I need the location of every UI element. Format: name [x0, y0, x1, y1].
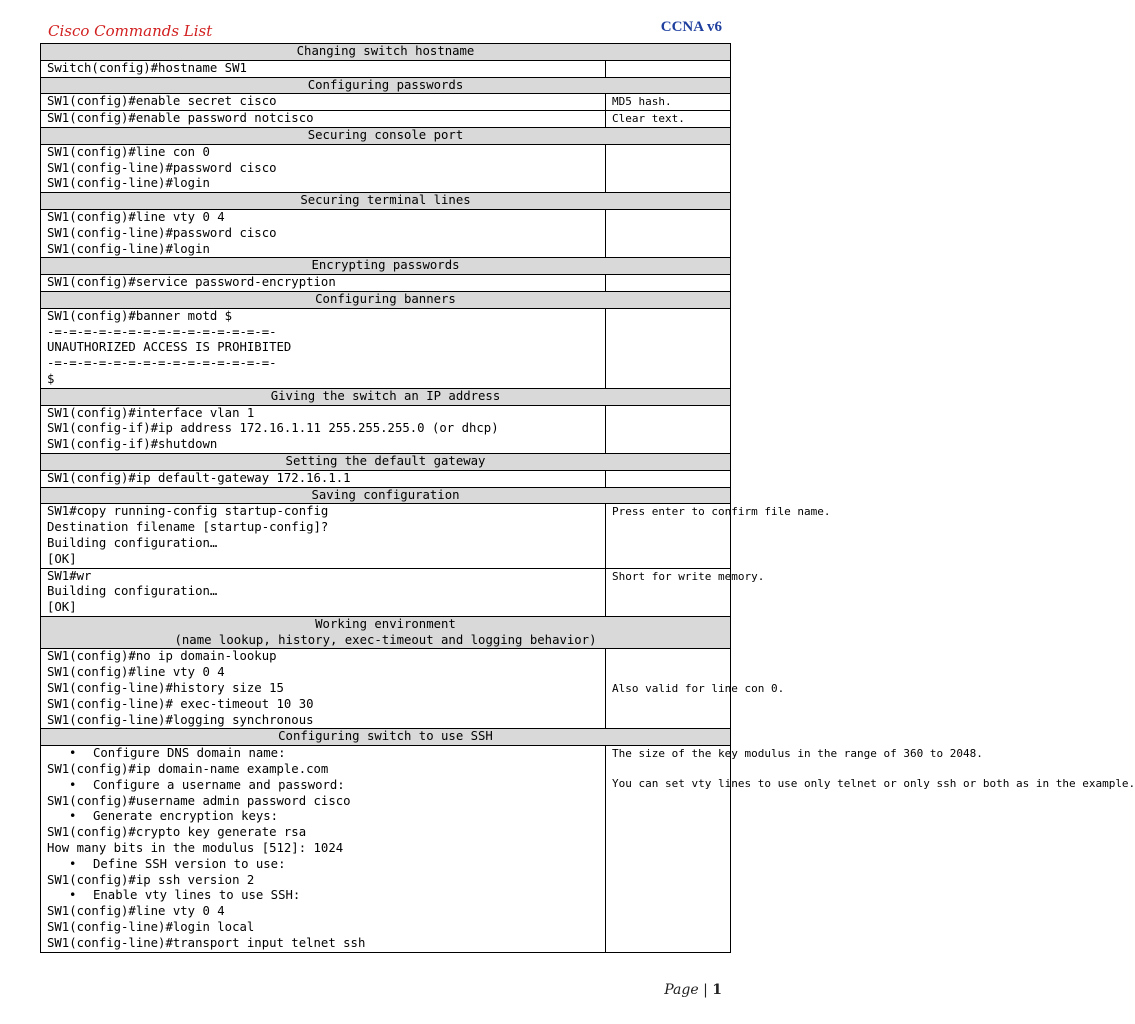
command-cell — [41, 94, 606, 111]
table-row — [41, 308, 731, 388]
command-line: SW1(config)#enable secret cisco — [47, 94, 277, 109]
table-row — [41, 504, 731, 568]
command-line: SW1(config)#line vty 0 4 — [47, 209, 225, 224]
command-line: SW1(config)#ip domain-name example.com — [47, 762, 329, 777]
section-header-saving: Saving configuration — [41, 487, 731, 504]
command-line: SW1(config-line)#transport input telnet ssh — [47, 935, 366, 950]
page-number — [664, 982, 722, 998]
command-line: SW1(config-line)#history size 15 — [47, 681, 284, 696]
command-line: SW1(config)#line vty 0 4 — [47, 904, 225, 919]
command-line: How many bits in the modulus [512]: 1024 — [47, 841, 344, 856]
command-line: SW1(config-line)#password cisco — [47, 225, 277, 240]
command-line: Switch(config)#hostname SW1 — [47, 60, 247, 75]
note-cell: Clear text. — [606, 111, 731, 128]
command-line: -=-=-=-=-=-=-=-=-=-=-=-=-=-=-=- — [47, 324, 277, 339]
table-row — [41, 144, 731, 192]
bullet-icon: • — [69, 888, 77, 903]
command-line: SW1(config-line)#login — [47, 176, 210, 191]
command-line: SW1(config-line)#logging synchronous — [47, 712, 314, 727]
command-line: UNAUTHORIZED ACCESS IS PROHIBITED — [47, 340, 292, 355]
table-row — [41, 746, 731, 952]
note-cell — [606, 746, 1135, 952]
command-line: SW1(config)#crypto key generate rsa — [47, 825, 307, 840]
command-line: SW1(config)#username admin password cisco — [47, 793, 351, 808]
command-line: Building configuration… — [47, 535, 218, 550]
table-row — [41, 405, 731, 453]
section-header-ip: Giving the switch an IP address — [41, 388, 731, 405]
command-line: Building configuration… — [47, 584, 218, 599]
command-line: Destination filename [startup-config]? — [47, 520, 329, 535]
command-line: SW1(config)#no ip domain-lookup — [47, 649, 277, 664]
command-cell — [41, 275, 606, 292]
bullet-item: • Configure a username and password: — [69, 777, 345, 792]
command-line: SW1(config-if)#ip address 172.16.1.11 255.255.255.0 (or dhcp) — [47, 421, 499, 436]
command-line: SW1(config)#service password-encryption — [47, 275, 336, 290]
ssh-note-vty: You can set vty lines to use only telnet or only ssh or both as in the example. — [612, 777, 1135, 791]
command-line: SW1(config)#banner motd $ — [47, 308, 233, 323]
table-row — [41, 470, 731, 487]
command-cell — [41, 746, 606, 952]
section-header-working — [41, 616, 731, 649]
note-cell — [606, 308, 731, 388]
bullet-icon: • — [69, 777, 77, 792]
command-line: SW1(config)#ip default-gateway 172.16.1.1 — [47, 470, 351, 485]
command-cell — [41, 568, 606, 616]
section-header-passwords: Configuring passwords — [41, 77, 731, 94]
command-line: SW1(config-line)#login — [47, 241, 210, 256]
section-header-terminal: Securing terminal lines — [41, 193, 731, 210]
table-row — [41, 111, 731, 128]
note-cell — [606, 405, 731, 453]
command-cell — [41, 470, 606, 487]
section-header-console: Securing console port — [41, 127, 731, 144]
command-line: SW1(config-line)# exec-timeout 10 30 — [47, 696, 314, 711]
page-number-value: 1 — [712, 982, 722, 998]
command-line: SW1#copy running-config startup-config — [47, 504, 329, 519]
command-line: SW1(config)#interface vlan 1 — [47, 405, 255, 420]
note-cell — [606, 275, 731, 292]
bullet-icon: • — [69, 809, 77, 824]
table-row — [41, 649, 731, 729]
command-line: -=-=-=-=-=-=-=-=-=-=-=-=-=-=-=- — [47, 356, 277, 371]
table-row — [41, 94, 731, 111]
section-header-banners: Configuring banners — [41, 291, 731, 308]
commands-table — [40, 43, 1135, 953]
note-cell: Press enter to confirm file name. — [606, 504, 731, 568]
bullet-item: • Enable vty lines to use SSH: — [69, 888, 301, 903]
command-cell — [41, 308, 606, 388]
section-header-gateway: Setting the default gateway — [41, 453, 731, 470]
command-line: SW1(config)#ip ssh version 2 — [47, 872, 255, 887]
note-cell — [606, 470, 731, 487]
command-cell — [41, 504, 606, 568]
note-cell: Short for write memory. — [606, 568, 731, 616]
command-line: SW1(config)#enable password notcisco — [47, 111, 314, 126]
note-cell — [606, 209, 731, 257]
command-line: $ — [47, 371, 55, 386]
bullet-item: • Define SSH version to use: — [69, 856, 286, 871]
bullet-icon: • — [69, 746, 77, 761]
section-subtitle: (name lookup, history, exec-timeout and logging behavior) — [174, 632, 597, 647]
command-cell — [41, 111, 606, 128]
section-header-encrypt: Encrypting passwords — [41, 258, 731, 275]
command-line: [OK] — [47, 551, 77, 566]
section-title: Working environment — [315, 616, 456, 631]
command-line: [OK] — [47, 600, 77, 615]
command-line: SW1(config)#line con 0 — [47, 144, 210, 159]
ssh-note-modulus: The size of the key modulus in the range of 360 to 2048. — [612, 747, 983, 761]
command-line: SW1(config-line)#password cisco — [47, 160, 277, 175]
table-row — [41, 209, 731, 257]
page-label: Page | — [664, 982, 708, 998]
section-header-ssh: Configuring switch to use SSH — [41, 729, 731, 746]
section-header-hostname: Changing switch hostname — [41, 44, 731, 61]
document-title: Cisco Commands List — [48, 22, 213, 40]
command-line: SW1(config-if)#shutdown — [47, 437, 218, 452]
command-cell — [41, 649, 606, 729]
command-cell — [41, 144, 606, 192]
note-cell: MD5 hash. — [606, 94, 731, 111]
command-cell — [41, 60, 606, 77]
table-row — [41, 568, 731, 616]
command-cell — [41, 405, 606, 453]
command-line: SW1#wr — [47, 568, 92, 583]
bullet-icon: • — [69, 856, 77, 871]
note-cell — [606, 60, 731, 77]
table-row — [41, 60, 731, 77]
table-row — [41, 275, 731, 292]
bullet-item: • Configure DNS domain name: — [69, 746, 286, 761]
command-cell — [41, 209, 606, 257]
bullet-item: • Generate encryption keys: — [69, 809, 279, 824]
command-line: SW1(config)#line vty 0 4 — [47, 665, 225, 680]
command-line: SW1(config-line)#login local — [47, 920, 255, 935]
note-cell — [606, 144, 731, 192]
course-badge: CCNA v6 — [660, 19, 722, 35]
note-cell: Also valid for line con 0. — [606, 649, 731, 729]
